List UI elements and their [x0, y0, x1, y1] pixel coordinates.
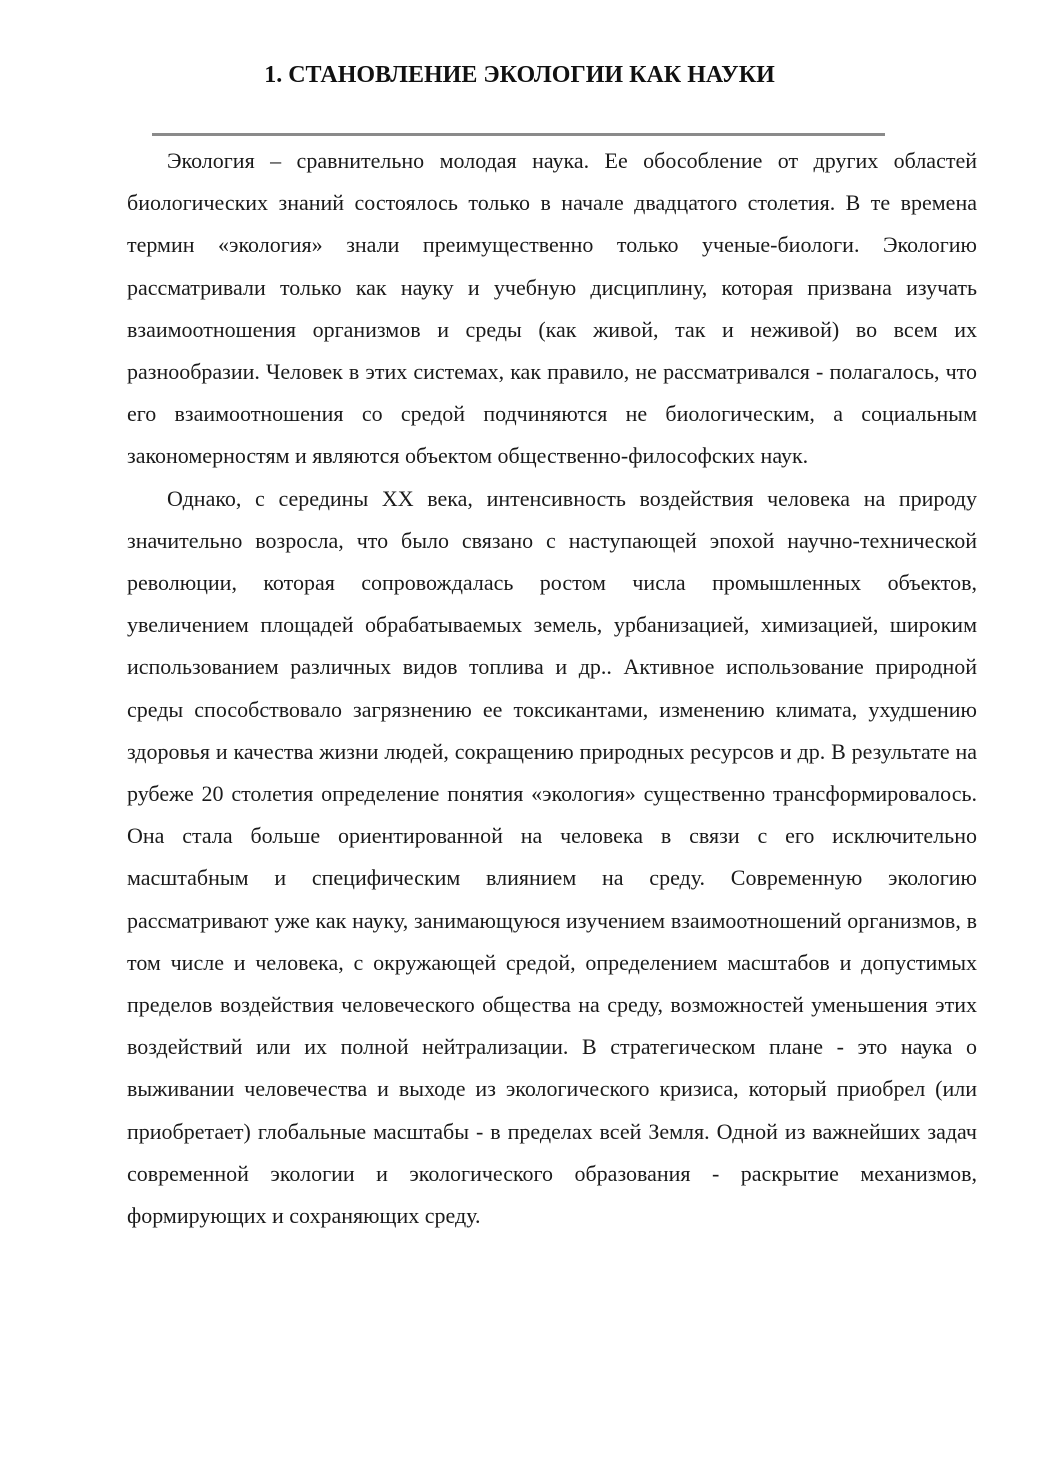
title-divider	[152, 133, 885, 136]
page-title: 1. СТАНОВЛЕНИЕ ЭКОЛОГИИ КАК НАУКИ	[264, 62, 775, 88]
paragraph-1: Экология – сравнительно молодая наука. Ее обособление от других областей биологических знаний состоялось только в начале двадцатого столетия. В те времена термин «экология» знали преимущественно только ученые-биологи. Экологию рассматривали только как науку и учебную дисциплину, которая призвана изучать взаимоотношения организмов и среды (как живой, так и неживой) во всем их разнообразии. Человек в этих системах, как правило, не рассматривался - полагалось, что его взаимоотношения со средой подчиняются не биологическим, а социальным закономерностям и являются объектом общественно-философских наук.	[127, 148, 977, 469]
paragraph-2: Однако, с середины XX века, интенсивность воздействия человека на природу значительно возросла, что было связано с наступающей эпохой научно-технической революции, которая сопровождалась ростом числа промышленных объектов, увеличением площадей обрабатываемых земель, урбанизацией, химизацией, широким использованием различных видов топлива и др.. Активное использование природной среды способствовало загрязнению ее токсикантами, изменению климата, ухудшению здоровья и качества жизни людей, сокращению природных ресурсов и др. В результате на рубеже 20 столетия определение понятия «экология» существенно трансформировалось. Она стала больше ориентированной на человека в связи с его исключительно масштабным и специфическим влиянием на среду. Современную экологию рассматривают уже как науку, занимающуюся изучением взаимоотношений организмов, в том числе и человека, с окружающей средой, определением масштабов и допустимых пределов воздействия человеческого общества на среду, возможностей уменьшения этих воздействий или их полной нейтрализации. В стратегическом плане - это наука о выживании человечества и выходе из экологического кризиса, который приобрел (или приобретает) глобальные масштабы - в пределах всей Земля. Одной из важнейших задач современной экологии и экологического образования - раскрытие механизмов, формирующих и сохраняющих среду.	[127, 485, 977, 1229]
document-body	[127, 140, 977, 1237]
